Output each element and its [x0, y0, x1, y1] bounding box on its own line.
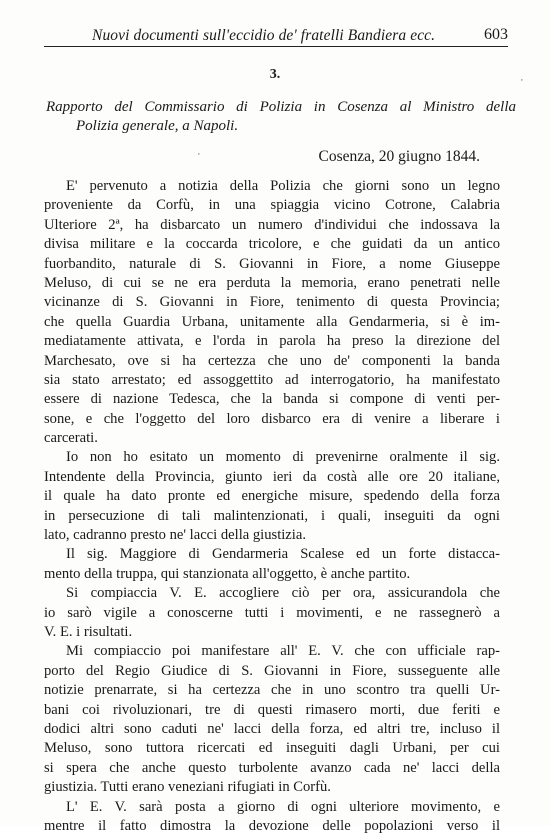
text-line: mento della truppa, qui stanzionata all'oggetto, è anche partito.	[44, 565, 411, 582]
document-title-line-1: Rapporto del Commissario di Polizia in Cosenza al Ministro della	[46, 99, 516, 115]
text-line: Io non ho esitato un momento di prevenirne oralmente il sig.	[66, 449, 500, 466]
dateline: Cosenza, 20 giugno 1844.	[318, 148, 480, 165]
document-title-line-2: Polizia generale, a Napoli.	[76, 118, 239, 134]
margin-mark: ·	[520, 74, 524, 86]
text-line: bani coi rivoluzionari, tre di questi rimasero morti, due feriti e	[44, 701, 500, 718]
text-line: Meluso, di cui se ne era perduta la memoria, erano penetrati nelle	[44, 274, 500, 291]
document-title	[46, 98, 516, 136]
text-line: mentre il fatto dimostra la devozione delle popolazioni verso il	[44, 817, 500, 834]
text-line: sia stato arrestato; ed assoggettito ad interrogatorio, ha manifestato	[44, 371, 500, 388]
text-line: proveniente da Corfù, in una spiaggia vicino Cotrone, Calabria	[44, 197, 500, 214]
document-number: 3.	[269, 67, 281, 82]
text-line: Ulteriore 2ª, ha disbarcato un numero d'individui che indossava la	[44, 216, 500, 233]
text-line: notizie prenarrate, si ha certezza che in uno scontro tra quelli Ur-	[44, 682, 500, 699]
text-line: V. E. i risultati.	[44, 623, 133, 640]
text-line: mediatamente attivata, e l'orda in parola ha preso la direzione del	[44, 333, 500, 350]
text-line: Il sig. Maggiore di Gendarmeria Scalese ed un forte distacca-	[66, 546, 500, 563]
text-line: divisa militare e la coccarda tricolore, e che guidati da un antico	[44, 236, 500, 253]
text-line: fuorbandito, naturale di S. Giovanni in Fiore, a nome Giuseppe	[44, 255, 500, 272]
text-line: si spera che anche questo turbolente avanzo cada ne' lacci della	[44, 759, 500, 776]
body-text	[44, 177, 500, 836]
text-line: vicinanze di S. Giovanni in Fiore, tenimento di questa Provincia;	[44, 294, 500, 311]
text-line: L' E. V. sarà posta a giorno di ogni ulteriore movimento, e	[66, 798, 500, 815]
text-line: giustizia. Tutti erano veneziani rifugiati in Corfù.	[44, 779, 331, 796]
text-line: dodici altri sono caduti ne' lacci della forza, ed altri tre, incluso il	[44, 720, 500, 737]
text-line: porto del Regio Giudice di S. Giovanni in Fiore, susseguente alle	[44, 662, 500, 679]
text-line: Mi compiaccio poi manifestare all' E. V. che con ufficiale rap-	[66, 643, 500, 660]
running-title: Nuovi documenti sull'eccidio de' fratelli Bandiera ecc.	[92, 27, 436, 44]
text-line: E' pervenuto a notizia della Polizia che giorni sono un legno	[66, 178, 500, 194]
text-line: Meluso, sono tuttora ricercati ed inseguiti dagli Urbani, per cui	[44, 740, 500, 757]
text-line: Si compiaccia V. E. accogliere ciò per ora, assicurandola che	[66, 585, 500, 602]
text-line: sone, e che l'oggetto del loro disbarco era di venire a liberare i	[44, 410, 500, 427]
running-header	[44, 26, 508, 47]
text-line: essere di nazione Tedesca, che la banda si compone di venti per-	[44, 391, 500, 408]
text-line: Intendente della Provincia, giunto ieri da costà alle ore 20 italiane,	[44, 468, 500, 485]
text-line: Marchesato, ove si ha certezza che uno de' componenti la banda	[44, 352, 500, 369]
stray-dot: ·	[197, 148, 201, 160]
text-line: carcerati.	[44, 430, 98, 447]
text-line: io sarò vigile a conoscerne tutti i movimenti, e ne rassegnerò a	[44, 604, 500, 621]
text-line: lato, cadranno presto ne' lacci della giustizia.	[44, 527, 306, 544]
text-line: che quella Guardia Urbana, unitamente alla Gendarmeria, si è im-	[44, 313, 500, 330]
page-number: 603	[484, 26, 508, 43]
text-line: il quale ha dato pronte ed energiche misure, spedendo della forza	[44, 488, 500, 505]
text-line: in persecuzione di tali malintenzionati, i quali, inseguiti da ogni	[44, 507, 500, 524]
